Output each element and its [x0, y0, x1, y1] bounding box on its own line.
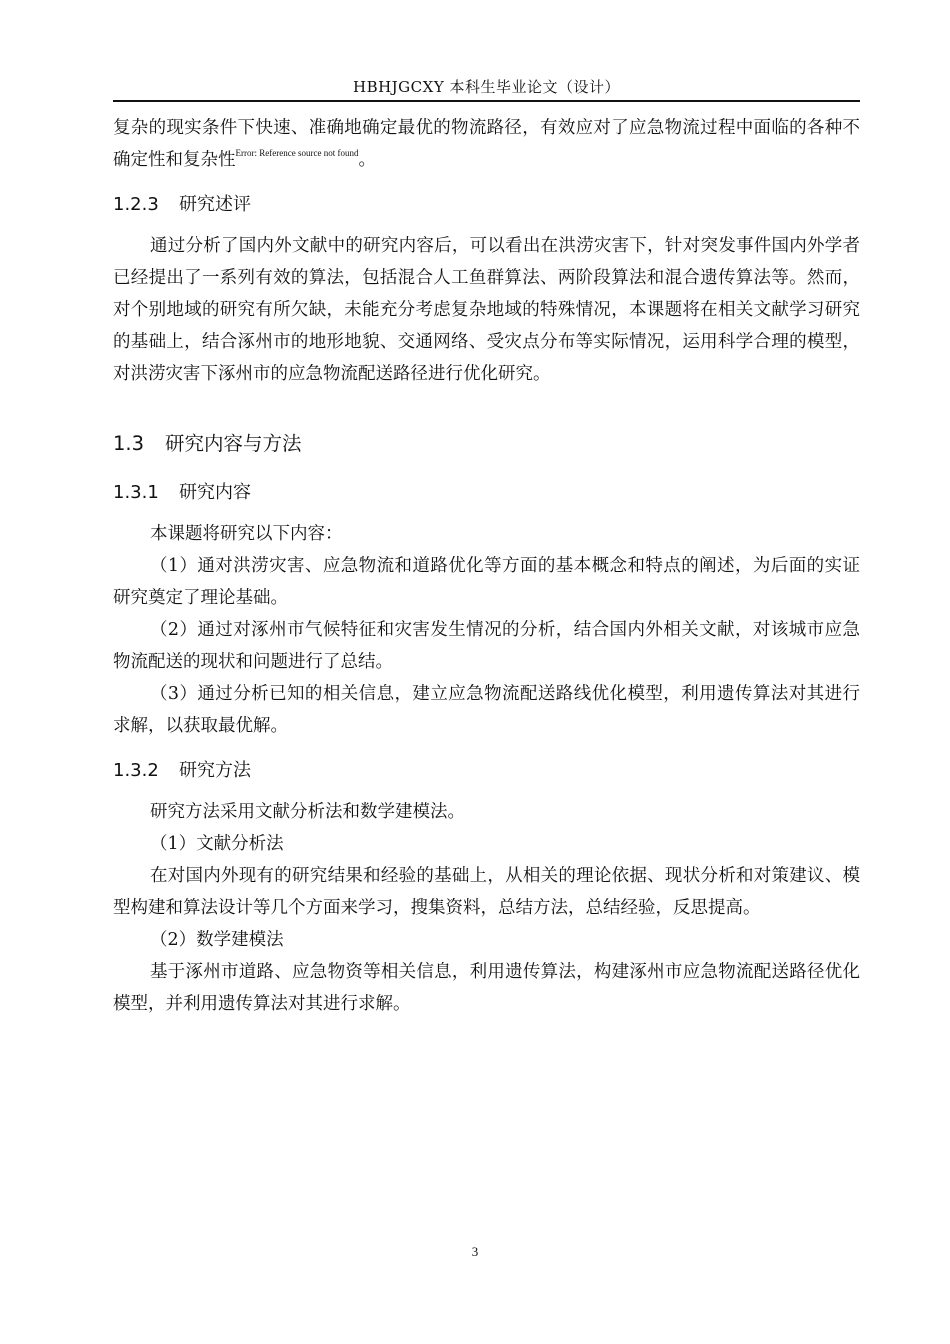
method-2-text: 基于涿州市道路、应急物资等相关信息，利用遗传算法，构建涿州市应急物流配送路径优化模型，并利用遗传算法对其进行求解。 [113, 962, 860, 1014]
method-1-title: （1）文献分析法 [150, 834, 284, 854]
heading-1-3-1-number: 1.3.1 [113, 482, 159, 503]
content-item-2: （2）通过对涿州市气候特征和灾害发生情况的分析，结合国内外相关文献，对该城市应急物流配送的现状和问题进行了总结。 [113, 620, 860, 672]
heading-1-3-2 [113, 756, 860, 786]
content-intro: 本课题将研究以下内容： [150, 524, 343, 544]
heading-1-3 [113, 428, 860, 460]
heading-1-2-3-number: 1.2.3 [113, 194, 159, 215]
heading-1-2-3-title: 研究述评 [179, 194, 251, 215]
page-body [113, 112, 860, 1020]
page-header: HBHJGCXY 本科生毕业论文（设计） [352, 78, 620, 96]
heading-1-3-2-number: 1.3.2 [113, 760, 159, 781]
intro-paragraph [113, 112, 860, 176]
review-paragraph: 通过分析了国内外文献中的研究内容后，可以看出在洪涝灾害下，针对突发事件国内外学者已经提出了一系列有效的算法，包括混合人工鱼群算法、两阶段算法和混合遗传算法等。然而，对个别地域的研究有所欠缺，未能充分考虑复杂地域的特殊情况，本课题将在相关文献学习研究的基础上，结合涿州市的地形地貌、交通网络、受灾点分布等实际情况，运用科学合理的模型，对洪涝灾害下涿州市的应急物流配送路径进行优化研究。 [113, 236, 860, 384]
intro-paragraph-end: 。 [358, 150, 376, 170]
heading-1-3-number: 1.3 [113, 432, 145, 455]
content-item-1: （1）通对洪涝灾害、应急物流和道路优化等方面的基本概念和特点的阐述，为后面的实证研究奠定了理论基础。 [113, 556, 860, 608]
heading-1-3-1-title: 研究内容 [179, 482, 251, 503]
method-intro: 研究方法采用文献分析法和数学建模法。 [150, 802, 465, 822]
method-1-text: 在对国内外现有的研究结果和经验的基础上，从相关的理论依据、现状分析和对策建议、模型构建和算法设计等几个方面来学习，搜集资料，总结方法，总结经验，反思提高。 [113, 866, 860, 918]
method-2-title: （2）数学建模法 [150, 930, 284, 950]
heading-1-3-1 [113, 478, 860, 508]
heading-1-3-2-title: 研究方法 [179, 760, 251, 781]
citation-error-reference: Error: Reference source not found [235, 148, 359, 158]
heading-1-2-3 [113, 190, 860, 220]
content-item-3: （3）通过分析已知的相关信息，建立应急物流配送路线优化模型，利用遗传算法对其进行求解，以获取最优解。 [113, 684, 860, 736]
page-number: 3 [471, 1244, 479, 1259]
intro-paragraph-text: 复杂的现实条件下快速、准确地确定最优的物流路径，有效应对了应急物流过程中面临的各种不确定性和复杂性 [113, 118, 860, 170]
heading-1-3-title: 研究内容与方法 [165, 432, 302, 455]
header-divider [113, 100, 860, 102]
